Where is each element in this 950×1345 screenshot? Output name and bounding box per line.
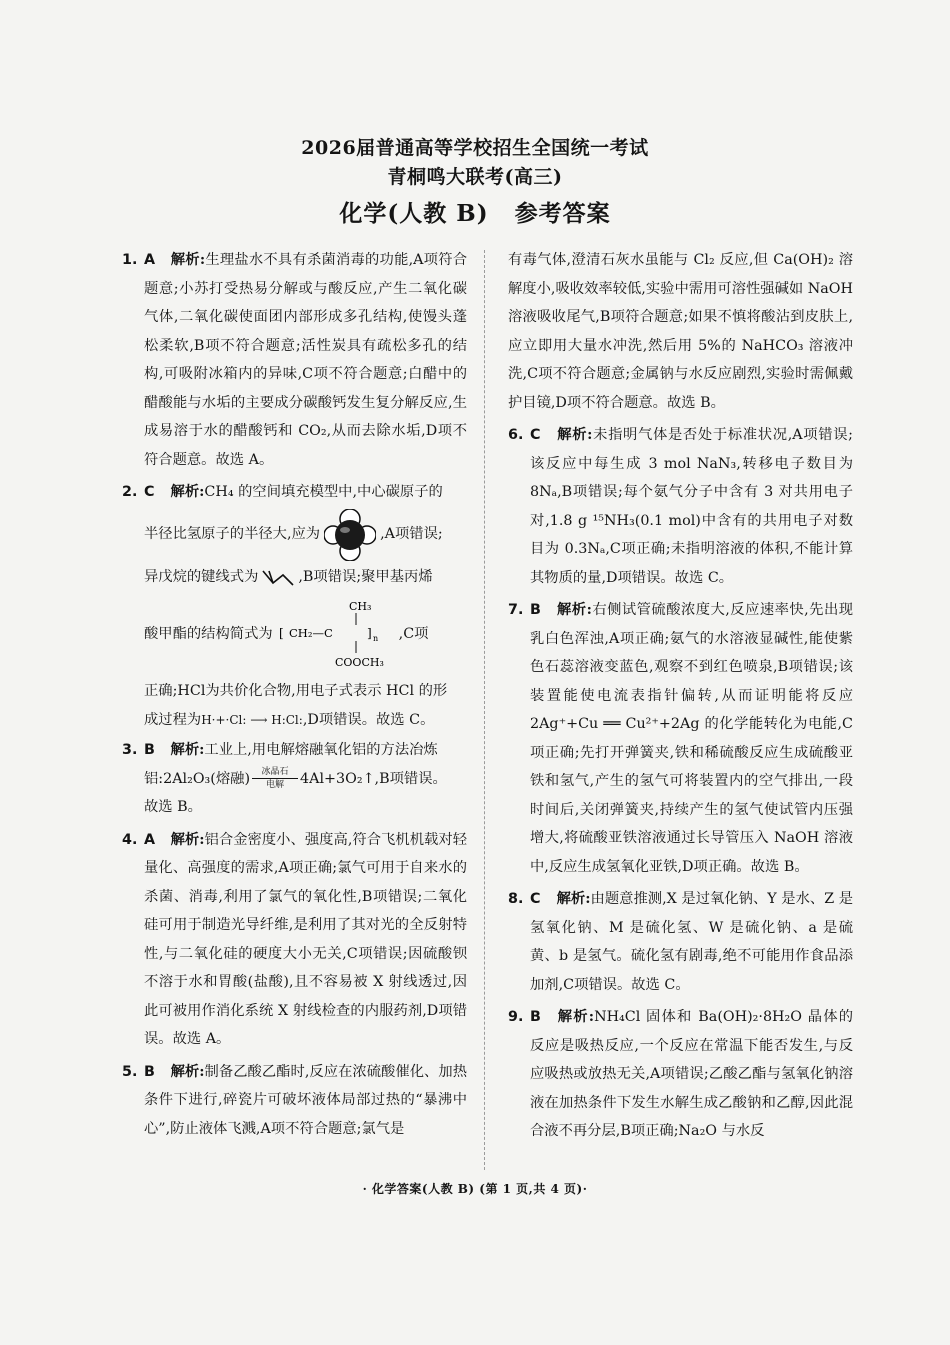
right-column (508, 246, 853, 1146)
exam-title: 2026届普通高等学校招生全国统一考试 (301, 137, 649, 159)
formula-subscript-n: n (372, 634, 378, 643)
question-3-explanation (122, 736, 467, 765)
explanation-text: ,C项 (398, 625, 429, 642)
question-number: 8. (508, 891, 524, 907)
explanation-text: 右侧试管硫酸浓度大,反应速率快,先出现乳白色浑浊,A项正确;氨气的水溶液显碱性,能使紫色石蕊溶液变蓝色,观察不到红色喷泉,B项错误;该装置能使电流表指针偏转,从而证明能将反应 2Ag⁺+Cu ══ Cu²⁺+2Ag 的化学能转化为电能,C项正确;先打开弹簧夹,铁和稀硫酸反应生成硫酸亚铁和氢气,产生的氢气可将装置内的空气排出,一段时间后,关闭弹簧夹,持续产生的氢气使试管内压强增大,将硫酸亚铁溶液通过长导管压入 NaOH 溶液中,反应生成氢氧化亚铁,D项正确。故选 B。 (530, 602, 854, 875)
explanation-text: 成过程为 (144, 711, 202, 728)
explanation-text: 故选 B。 (144, 799, 202, 815)
explanation-text: NH₄Cl 固体和 Ba(OH)₂·8H₂O 晶体的反应是吸热反应,一个反应在常温下能否发生,与反应吸热或放热无关,A项错误;乙酸乙酯与氢氧化钠溶液在加热条件下发生水解生成乙酸钠和乙醇,因此混合液不再分层,B项正确;Na₂O 与水反 (530, 1009, 854, 1139)
analysis-label: 解析: (557, 1009, 595, 1025)
analysis-label: 解析: (170, 1063, 205, 1080)
answer-heading: 参考答案 (514, 200, 611, 227)
q3-conclusion (122, 793, 467, 822)
q2-electron-formula-line (122, 706, 467, 735)
formula-methyl: CH₃ (348, 600, 372, 613)
q3-equation-line (122, 765, 467, 794)
answer-letter: B (530, 1009, 541, 1025)
analysis-label: 解析: (557, 427, 593, 443)
explanation-text: 工业上,用电解熔融氧化铝的方法冶炼 (204, 742, 438, 758)
explanation-text: ,B项错误;聚甲基丙烯 (298, 568, 433, 585)
answer-letter: B (144, 742, 155, 758)
reaction-arrow (252, 767, 298, 790)
analysis-label: 解析: (556, 891, 591, 907)
pmma-structure-formula (277, 597, 395, 671)
q2-isopentane-line (122, 563, 467, 592)
question-7-explanation (508, 596, 853, 881)
question-1-explanation (122, 246, 467, 474)
explanation-text: 由题意推测,X 是过氧化钠、Y 是水、Z 是氢氧化钠、M 是硫化氢、W 是硫化钠、a 是硫黄、b 是氢气。硫化氢有剧毒,绝不可能用作食品添加剂,C项错误。故选 C。 (530, 891, 854, 993)
subject-title (0, 195, 950, 228)
subject-name: 化学(人教 B) (339, 200, 489, 227)
answer-letter: C (530, 427, 541, 443)
question-number: 6. (508, 427, 524, 443)
analysis-label: 解析: (557, 602, 592, 618)
question-5-explanation (122, 1058, 467, 1144)
question-4-explanation (122, 826, 467, 1054)
formula-ester: COOCH₃ (334, 656, 384, 669)
question-number: 9. (508, 1009, 524, 1025)
explanation-text: 铝:2Al₂O₃(熔融) (144, 770, 251, 787)
explanation-text: 酸甲酯的结构简式为 (144, 625, 273, 642)
question-number: 5. (122, 1063, 138, 1080)
explanation-text: 异戊烷的键线式为 (144, 568, 259, 585)
question-5-continued (508, 246, 853, 417)
left-column (122, 246, 467, 1143)
explanation-text: 未指明气体是否处于标准状况,A项错误;该反应中每生成 3 mol NaN₃,转移电子数目为 8Nₐ,B项错误;每个氨气分子中含有 3 对共用电子对,1.8 g ¹⁵NH₃(0.1 mol)中含有的共用电子对数目为 0.3Nₐ,C项正确;未指明溶液的体积,不能计算其物质的量,D项错误。故选 C。 (530, 427, 853, 586)
explanation-text: 生理盐水不具有杀菌消毒的功能,A项符合题意;小苏打受热易分解或与酸反应,产生二氧化碳气体,二氧化碳使面团内部形成多孔结构,使馒头蓬松柔软,B项不符合题意;活性炭具有疏松多孔的结构,可吸附冰箱内的异味,C项不符合题意;白醋中的醋酸能与水垢的主要成分碳酸钙发生复分解反应,生成易溶于水的醋酸钙和 CO₂,从而去除水垢,D项不符合题意。故选 A。 (144, 252, 468, 468)
explanation-text: 正确;HCl为共价化合物,用电子式表示 HCl 的形 (144, 683, 448, 699)
question-9-explanation (508, 1003, 853, 1146)
question-number: 7. (508, 602, 524, 618)
explanation-text: ,D项错误。故选 C。 (302, 711, 435, 728)
explanation-text: 有毒气体,澄清石灰水虽能与 Cl₂ 反应,但 Ca(OH)₂ 溶解度小,吸收效率较低,实验中需用可溶性强碱如 NaOH 溶液吸收尾气,B项符合题意;如果不慎将酸沾到皮肤上,应立即用大量水冲洗,然后用 5%的 NaHCO₃ 溶液冲洗,C项不符合题意;金属钠与水反应剧烈,实验时需佩戴护目镜,D项不符合题意。故选 B。 (508, 252, 853, 411)
question-number: 2. (122, 484, 138, 500)
q2-ch4-line (122, 507, 467, 563)
arrow-condition-top: 冰晶石 (261, 767, 289, 777)
answer-letter: A (144, 831, 156, 848)
analysis-label: 解析: (170, 252, 206, 268)
column-divider (484, 250, 485, 1170)
explanation-text: 铝合金密度小、强度高,符合飞机机载对轻量化、高强度的需求,A项正确;氯气可用于自来水的杀菌、消毒,利用了氯气的氧化性,B项错误;二氧化硅可用于制造光导纤维,是利用了其对光的全反射特性,与二氧化硅的硬度大小无关,C项错误;因硫酸钡不溶于水和胃酸(盐酸),且不容易被 X 射线透过,因此可被用作消化系统 X 射线检查的内服药剂,D项错误。故选 A。 (144, 831, 467, 1047)
explanation-text: CH₄ 的空间填充模型中,中心碳原子的 (204, 484, 443, 500)
exam-subtitle: 青桐鸣大联考(高三) (387, 166, 563, 188)
isopentane-skeletal-formula-icon (261, 565, 295, 589)
question-6-explanation (508, 421, 853, 592)
answer-letter: B (144, 1063, 155, 1080)
explanation-text: ,A项错误; (380, 526, 443, 543)
question-number: 3. (122, 742, 138, 758)
page-footer: · 化学答案(人教 B) (第 1 页,共 4 页)· (362, 1182, 588, 1196)
q2-hcl-line (122, 677, 467, 706)
question-2-explanation (122, 478, 467, 507)
svg-text:[: [ (278, 626, 284, 640)
question-number: 4. (122, 831, 138, 848)
question-8-explanation (508, 885, 853, 999)
question-number: 1. (122, 252, 138, 268)
hcl-electron-formula: H·+·Cl: ⟶ H:Cl: (201, 712, 303, 727)
answer-letter: C (530, 891, 541, 907)
answer-letter: C (144, 484, 155, 500)
analysis-label: 解析: (170, 831, 205, 848)
analysis-label: 解析: (170, 484, 205, 500)
q2-polymer-line (122, 591, 467, 677)
svg-text:]: ] (366, 626, 372, 640)
explanation-text: 半径比氢原子的半径大,应为 (144, 526, 321, 543)
explanation-text: 制备乙酸乙酯时,反应在浓硫酸催化、加热条件下进行,碎瓷片可破坏液体局部过热的“暴沸中心”,防止液体飞溅,A项不符合题意;氯气是 (144, 1063, 467, 1137)
ch4-space-filling-model-icon (324, 509, 376, 561)
formula-backbone: CH₂—C (288, 626, 333, 640)
arrow-condition-bottom: 电解 (266, 780, 285, 790)
analysis-label: 解析: (170, 742, 205, 758)
answer-letter: A (144, 252, 156, 268)
explanation-text: 4Al+3O₂↑,B项错误。 (300, 770, 447, 787)
answer-letter: B (530, 602, 541, 618)
